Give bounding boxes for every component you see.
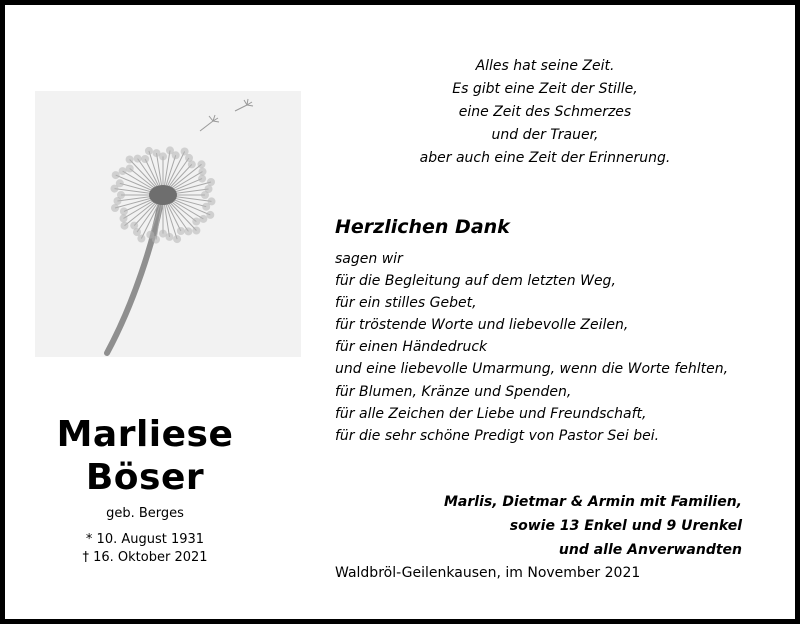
thanks-text	[335, 248, 728, 447]
thanks-line: für einen Händedruck	[335, 339, 488, 356]
poem	[335, 55, 755, 170]
place-date: Waldbröl-Geilenkausen, im November 2021	[335, 565, 641, 581]
poem-line: Es gibt eine Zeit der Stille,	[452, 81, 638, 97]
poem-line: Alles hat seine Zeit.	[475, 58, 615, 74]
signature-line: sowie 13 Enkel und 9 Urenkel	[509, 518, 742, 534]
deceased-last-name: Böser	[85, 457, 205, 498]
dandelion-image	[35, 91, 301, 357]
poem-line: aber auch eine Zeit der Erinnerung.	[419, 150, 671, 166]
birth-date: * 10. August 1931	[85, 532, 205, 547]
thanks-line: für die sehr schöne Predigt von Pastor Sei bei.	[335, 427, 660, 444]
thanks-line: und eine liebevolle Umarmung, wenn die Worte fehlten,	[335, 361, 729, 378]
deceased-first-name: Marliese	[56, 414, 234, 455]
poem-line: und der Trauer,	[491, 127, 599, 143]
thanks-line: sagen wir	[335, 251, 403, 267]
thanks-line: für die Begleitung auf dem letzten Weg,	[335, 273, 616, 290]
thanks-heading: Herzlichen Dank	[335, 216, 510, 238]
thanks-line: für alle Zeichen der Liebe und Freundschaft,	[335, 405, 647, 422]
thanks-line: für tröstende Worte und liebevolle Zeilen,	[335, 317, 629, 334]
signature-line: und alle Anverwandten	[558, 542, 742, 558]
signature	[444, 490, 742, 562]
thanks-line: für ein stilles Gebet,	[335, 295, 477, 312]
death-date: † 16. Oktober 2021	[82, 550, 208, 565]
birth-name: geb. Berges	[106, 506, 184, 521]
poem-line: eine Zeit des Schmerzes	[458, 104, 632, 120]
signature-line: Marlis, Dietmar & Armin mit Familien,	[444, 494, 742, 510]
thanks-line: für Blumen, Kränze und Spenden,	[335, 383, 572, 400]
